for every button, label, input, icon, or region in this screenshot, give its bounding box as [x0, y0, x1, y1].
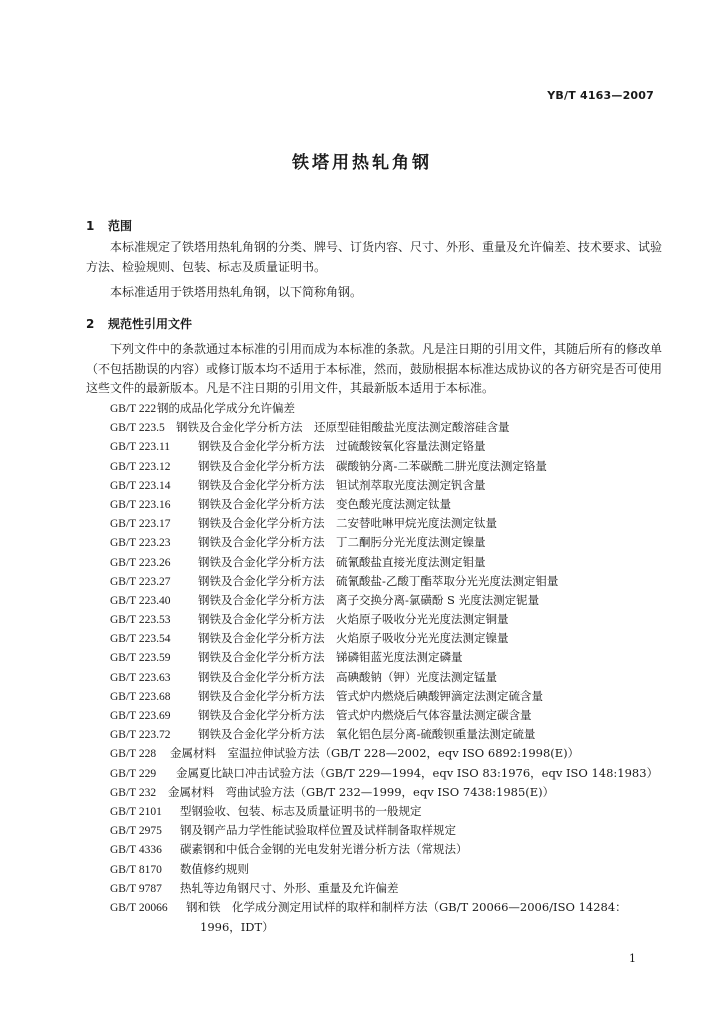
reference-item	[110, 687, 658, 706]
reference-code: GB/T 223.17	[110, 518, 171, 531]
section-2-heading	[86, 315, 192, 332]
reference-code: GB/T 223.16	[110, 498, 171, 511]
reference-title: 型钢验收、包装、标志及质量证明书的一般规定	[180, 803, 422, 818]
reference-item	[110, 437, 658, 456]
reference-code: GB/T 223.23	[110, 537, 171, 550]
reference-title: 钢铁及合金化学分析方法 火焰原子吸收分光光度法测定铜量	[198, 612, 509, 627]
document-title: 铁塔用热轧角钢	[292, 153, 432, 173]
reference-code: GB/T 223.68	[110, 690, 171, 703]
reference-title: 钢铁及合金化学分析方法 过硫酸铵氧化容量法测定铬量	[198, 439, 486, 454]
reference-title: 数值修约规则	[180, 861, 249, 876]
reference-item	[110, 418, 658, 437]
reference-code: GB/T 223.53	[110, 614, 171, 627]
reference-code: GB/T 2975	[110, 825, 162, 838]
reference-item	[110, 495, 658, 514]
reference-code: GB/T 4336	[110, 844, 162, 857]
reference-code: GB/T 20066	[110, 901, 168, 914]
reference-code: GB/T 223.5	[110, 422, 165, 435]
reference-item	[110, 783, 658, 802]
reference-title: 金属材料 室温拉伸试验方法（GB/T 228—2002，eqv ISO 6892:1998(E)）	[170, 746, 580, 761]
page-number: 1	[629, 952, 636, 965]
reference-title: 钢铁及合金化学分析方法 高碘酸钠（钾）光度法测定锰量	[198, 669, 497, 684]
section-1-heading	[86, 217, 132, 234]
reference-code: GB/T 8170	[110, 863, 162, 876]
reference-code: GB/T 223.12	[110, 460, 171, 473]
reference-item	[110, 860, 658, 879]
reference-item	[110, 629, 658, 648]
reference-code: GB/T 223.14	[110, 479, 171, 492]
reference-title: 碳素钢和中低合金钢的光电发射光谱分析方法（常规法）	[180, 842, 468, 857]
reference-title-continuation: 1996，IDT）	[200, 920, 274, 935]
reference-code: GB/T 9787	[110, 882, 162, 895]
scope-paragraph: 本标准规定了铁塔用热轧角钢的分类、牌号、订货内容、尺寸、外形、重量及允许偏差、技术要求、试验方法、检验规则、包装、标志及质量证明书。	[86, 240, 663, 274]
reference-code: GB/T 2101	[110, 805, 162, 818]
reference-title: 钢铁及合金化学分析方法 硫氰酸盐直接光度法测定钼量	[198, 554, 486, 569]
reference-item	[110, 457, 658, 476]
reference-title: 钢铁及合金化学分析方法 二安替吡啉甲烷光度法测定钛量	[198, 516, 497, 531]
normative-references-intro: 下列文件中的条款通过本标准的引用而成为本标准的条款。凡是注日期的引用文件，其随后所有的修改单（不包括勘误的内容）或修订版本均不适用于本标准，然而，鼓励根据本标准达成协议的各方研究是否可使用这些文件的最新版本。凡是不注日期的引用文件，其最新版本适用于本标准。	[86, 342, 663, 395]
reference-item	[110, 879, 658, 898]
reference-title: 钢和铁 化学成分测定用试样的取样和制样方法（GB/T 20066—2006/ISO 14284：	[186, 899, 627, 914]
reference-title: 钢的成品化学成分允许偏差	[157, 401, 295, 415]
reference-title: 钢铁及合金化学分析方法 锑磷钼蓝光度法测定磷量	[198, 650, 463, 665]
reference-title: 金属夏比缺口冲击试验方法（GB/T 229—1994，eqv ISO 83:1976，eqv ISO 148:1983）	[176, 765, 659, 780]
reference-title: 钢铁及合金化学分析方法 钽试剂萃取光度法测定钒含量	[198, 477, 486, 492]
reference-code: GB/T 228	[110, 748, 157, 761]
reference-code: GB/T 223.54	[110, 633, 171, 646]
reference-title: 金属材料 弯曲试验方法（GB/T 232—1999，eqv ISO 7438:1985(E)）	[168, 784, 555, 799]
reference-item	[110, 533, 658, 552]
reference-title: 钢铁及合金化学分析方法 还原型硅钼酸盐光度法测定酸溶硅含量	[176, 420, 510, 435]
reference-item	[110, 744, 658, 763]
reference-item	[110, 706, 658, 725]
reference-item	[110, 802, 658, 821]
reference-item	[110, 764, 658, 783]
reference-item	[110, 572, 658, 591]
reference-item	[110, 591, 658, 610]
section-title: 范围	[108, 219, 133, 233]
reference-code: GB/T 223.59	[110, 652, 171, 665]
reference-code: GB/T 223.11	[110, 441, 171, 454]
reference-list	[110, 399, 658, 937]
reference-title: 钢铁及合金化学分析方法 离子交换分离-氯磺酚 S 光度法测定铌量	[198, 592, 540, 607]
reference-title: 钢铁及合金化学分析方法 变色酸光度法测定钛量	[198, 496, 451, 511]
reference-code: GB/T 222	[110, 403, 157, 415]
reference-code: GB/T 223.27	[110, 575, 171, 588]
reference-item	[110, 514, 658, 533]
reference-code: GB/T 223.40	[110, 594, 171, 607]
reference-title: 钢铁及合金化学分析方法 丁二酮肟分光光度法测定镍量	[198, 535, 486, 550]
reference-item	[110, 821, 658, 840]
reference-code: GB/T 232	[110, 786, 157, 799]
reference-item	[110, 399, 658, 418]
reference-title: 钢铁及合金化学分析方法 管式炉内燃烧后碘酸钾滴定法测定硫含量	[198, 688, 543, 703]
reference-code: GB/T 223.69	[110, 710, 171, 722]
reference-code: GB/T 223.26	[110, 556, 171, 569]
reference-code: GB/T 223.63	[110, 671, 171, 684]
section-title: 规范性引用文件	[108, 317, 193, 331]
reference-title: 钢铁及合金化学分析方法 碳酸钠分离-二苯碳酰二肼光度法测定铬量	[198, 458, 547, 473]
reference-title: 热轧等边角钢尺寸、外形、重量及允许偏差	[180, 880, 399, 895]
reference-item	[110, 476, 658, 495]
reference-code: GB/T 229	[110, 767, 157, 780]
reference-item	[110, 840, 658, 859]
reference-code: GB/T 223.72	[110, 729, 171, 742]
section-number: 2	[86, 317, 95, 331]
standard-code: YB/T 4163—2007	[547, 89, 654, 102]
reference-title: 钢铁及合金化学分析方法 管式炉内燃烧后气体容量法测定碳含量	[198, 708, 532, 722]
reference-item	[110, 610, 658, 629]
reference-title: 钢铁及合金化学分析方法 硫氰酸盐-乙酸丁酯萃取分光光度法测定钼量	[198, 573, 559, 588]
reference-item	[110, 725, 658, 744]
reference-item	[110, 898, 658, 937]
reference-item	[110, 553, 658, 572]
reference-item	[110, 668, 658, 687]
reference-title: 钢铁及合金化学分析方法 火焰原子吸收分光光度法测定镍量	[198, 631, 509, 646]
reference-title: 钢及钢产品力学性能试验取样位置及试样制备取样规定	[180, 823, 456, 838]
section-number: 1	[86, 219, 95, 233]
scope-applicability: 本标准适用于铁塔用热轧角钢，以下简称角钢。	[110, 285, 363, 299]
reference-title: 钢铁及合金化学分析方法 氧化铝色层分离-硫酸钡重量法测定硫量	[198, 727, 536, 742]
reference-item	[110, 648, 658, 667]
